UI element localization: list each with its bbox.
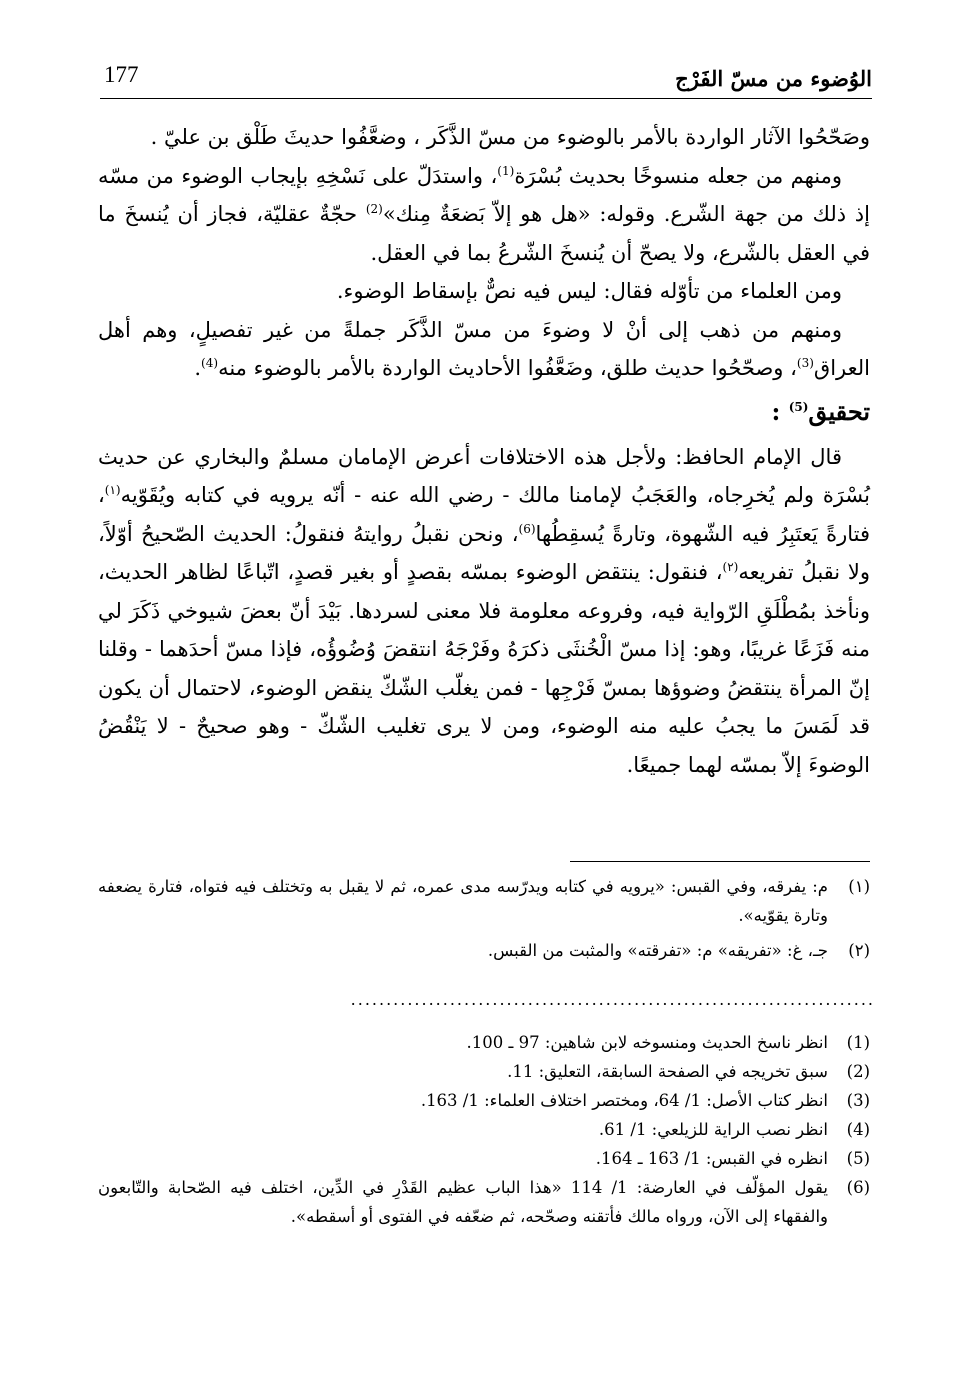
footnote-text: انظره في القبس: 1/ 163 ـ 164. bbox=[595, 1149, 828, 1168]
footnote-number: (4) bbox=[846, 1120, 870, 1139]
footnote-text: جـ، غ: «تفريقه» م: «تفرقته» والمثبت من القبس. bbox=[487, 941, 828, 960]
footnote-ref: (٢) bbox=[722, 560, 739, 574]
footnote-text: انظر كتاب الأصل: 1/ 64، ومختصر اختلاف العلماء: 1/ 163. bbox=[420, 1091, 828, 1110]
footnote-number: (١) bbox=[848, 877, 870, 896]
footnote-ref: (١) bbox=[104, 483, 121, 497]
footnotes-editor bbox=[98, 872, 870, 971]
footnote-item bbox=[98, 1086, 870, 1115]
dotted-separator: .......................................................................... bbox=[350, 990, 875, 1009]
main-text bbox=[98, 118, 870, 784]
footnote-item bbox=[98, 1173, 870, 1231]
footnote-separator bbox=[570, 861, 870, 862]
footnote-item bbox=[98, 872, 870, 930]
footnote-ref: (2) bbox=[365, 202, 383, 216]
footnote-ref: (5) bbox=[788, 399, 809, 414]
paragraph-5: قال الإمام الحافظ: ولأجل هذه الاختلافات أعرض الإمامان مسلمٌ والبخاري عن حديث بُسْرَة ولم يُخرِجاه، والعَجَبُ لإمامنا مالك - رضي الله عنه - أنّه يرويه في كتابه ويُقَوّيه$^{(١)}$، فتارةً يَعتَبِرُ فيه الشّهوة، وتارةً يُسقِطُها$^{(6)}$، ونحن نقبلُ روايتهُ فنقولُ: الحديث الصّحيحُ أوّلاً، ولا نقبلُ تفريعه$^{(٢)}$، فنقول: ينتقض الوضوء بمسّه بقصدٍ أو بغير قصدٍ، اتّباعًا لظاهر الحديث، ونأخذ بمُطْلَقِ الرّواية فيه، وفروعه معلومة فلا معنى لسردها. بَيْدَ أنّ بعضَ شيوخي ذَكَرَ لي منه فَزَعًا غريبًا، وهو: إذا مسّ الْخُنثَى ذكرَهُ وفَرْجَهُ انتقضَ وُضُوؤُه، فإذا مسّ أحدَهما - وقلنا إنّ المرأة ينتقضُ وضوؤها بمسّ فَرْجِها - فمن يغلّب الشّكّ ينقض الوضوء، لاحتمال أن يكون قد لَمَسَ ما يجبُ عليه منه الوضوء، ومن لا يرى تغليب الشّكّ - وهو صحيحٌ - لا يَنْقُضُ الوضوءَ إلاّ بمسّه لهما جميعًا. bbox=[98, 444, 870, 777]
footnote-item bbox=[98, 936, 870, 965]
footnote-ref: (1) bbox=[497, 163, 515, 178]
footnote-ref: (4) bbox=[201, 356, 219, 370]
footnote-item bbox=[98, 1057, 870, 1086]
running-title: الوُضوء من مسّ الفَرْج bbox=[675, 66, 872, 91]
paragraph-2: ومنهم من جعله منسوخًا بحديث بُسْرَة$^{(1)}$، واستدَلّ على نَسْخِهِ بإيجاب الوضوء من مسّه إذ ذلك من جهة الشّرع. وقوله: «هل هو إلاّ بَضعَةٌ مِنك»$^{(2)}$ حجّةٌ عقليّة، فجاز أن يُنسخَ ما في العقل بالشّرع، ولا يصحّ أن يُنسخَ الشّرعُ بما في العقل. bbox=[98, 163, 870, 265]
footnote-text: يقول المؤلّف في العارضة: 1/ 114 «هذا الباب عظيم القَدْرِ في الدِّين، اختلف فيه الصّحابة والتّابعون والفقهاء إلى الآن، ورواه مالك فأتقنه وصحّحه، ثم ضعّفه في الفتوى أو أسقطه». bbox=[98, 1178, 828, 1226]
footnote-text: انظر نصب الراية للزيلعي: 1/ 61. bbox=[598, 1120, 828, 1139]
footnote-item bbox=[98, 1028, 870, 1057]
page-number: 177 bbox=[104, 62, 139, 87]
footnotes-references bbox=[98, 1028, 870, 1231]
footnote-item bbox=[98, 1144, 870, 1173]
footnote-number: (1) bbox=[846, 1033, 870, 1052]
page-header bbox=[100, 58, 872, 99]
footnote-number: (2) bbox=[846, 1062, 870, 1081]
paragraph-3: ومن العلماء من تأوّله فقال: ليس فيه نصٌّ بإسقاط الوضوء. bbox=[336, 279, 842, 303]
footnote-item bbox=[98, 1115, 870, 1144]
footnote-number: (5) bbox=[846, 1149, 870, 1168]
paragraph-1: وصَحّحُوا الآثار الواردة بالأمر بالوضوء من مسّ الذَّكَر ، وضعَّفُوا حديثَ طَلْق بن عليّ . bbox=[150, 125, 870, 149]
footnote-text: سبق تخريجه في الصفحة السابقة، التعليق: 11. bbox=[507, 1062, 828, 1081]
footnote-text: م: يفرقه، وفي القبس: «يرويه في كتابه ويدرّسه مدى عمره، ثم لا يقبل به وتختلف فيه فتواه، فتارة يضعفه وتارة يقوّيه». bbox=[98, 877, 828, 925]
footnote-text: انظر ناسخ الحديث ومنسوخه لابن شاهين: 97 ـ 100. bbox=[466, 1033, 828, 1052]
footnote-number: (3) bbox=[846, 1091, 870, 1110]
footnote-number: (6) bbox=[846, 1178, 870, 1197]
footnote-ref: (3) bbox=[796, 356, 814, 370]
footnote-ref: (6) bbox=[518, 521, 536, 536]
paragraph-4: ومنهم من ذهب إلى أنْ لا وضوءَ من مسّ الذَّكَر جملةً من غير تفصيلٍ، وهم أهل العراق$^{(3)}$، وصحّحُوا حديث طلق، وضَعَّفُوا الأحاديث الواردة بالأمر بالوضوء منه$^{(4)}$. bbox=[98, 317, 870, 380]
section-heading: تحقيق$^{(5)}$ : bbox=[771, 396, 870, 426]
footnote-number: (٢) bbox=[848, 941, 870, 960]
